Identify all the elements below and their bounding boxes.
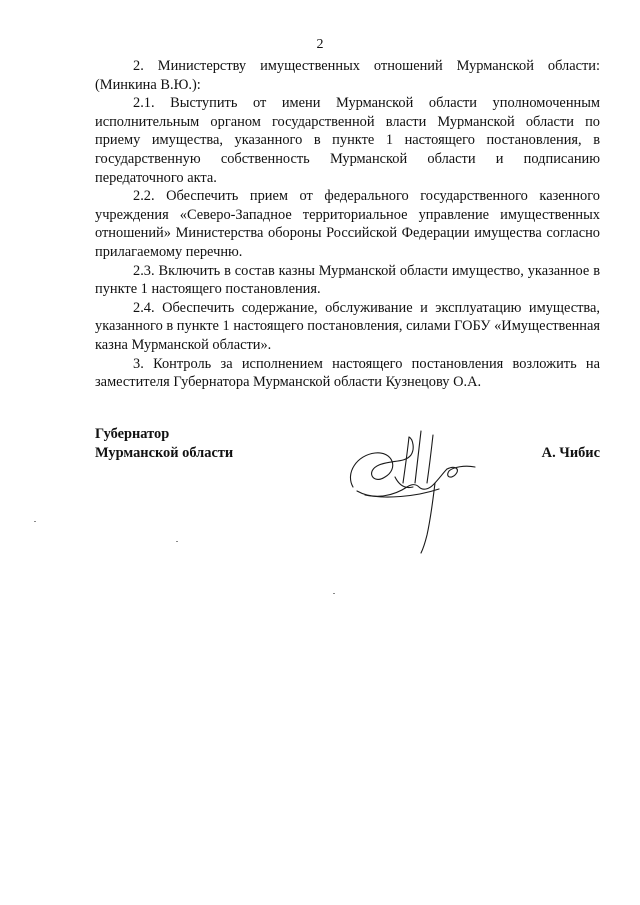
paragraph-2-1: 2.1. Выступить от имени Мурманской области уполномоченным исполнительным органом государственной власти Мурманской области по приему имущества, указанного в пункте 1 настоящего постановления, в государственную собственность Мурманской области и подписанию передаточного акта. [95, 95, 600, 186]
signature-block [95, 425, 600, 565]
signer-title [95, 425, 233, 462]
signer-name: А. Чибис [541, 444, 600, 461]
paragraph-2-4: 2.4. Обеспечить содержание, обслуживание и эксплуатацию имущества, указанного в пункте 1 настоящего постановления, силами ГОБУ «Имущественная казна Мурманской области». [95, 299, 600, 353]
scan-speck [34, 521, 36, 522]
paragraph-2-3: 2.3. Включить в состав казны Мурманской области имущество, указанное в пункте 1 настоящего постановления. [95, 262, 600, 298]
page-number: 2 [316, 37, 324, 52]
paragraph-2: 2. Министерству имущественных отношений Мурманской области: (Минкина В.Ю.): [95, 58, 600, 93]
paragraph-2-2: 2.2. Обеспечить прием от федерального государственного казенного учреждения «Северо-Западное территориальное управление имущественных отношений» Министерства обороны Российской Федерации имущества согласно прилагаемому перечню. [95, 188, 600, 260]
scan-speck [176, 541, 178, 542]
signer-title-line2: Мурманской области [95, 444, 234, 461]
scan-speck [333, 593, 335, 594]
handwritten-signature [335, 425, 515, 555]
paragraph-3: 3. Контроль за исполнением настоящего постановления возложить на заместителя Губернатора Мурманской области Кузнецову О.А. [95, 355, 600, 391]
signer-title-line1: Губернатор [95, 426, 170, 442]
document-body [95, 57, 600, 392]
